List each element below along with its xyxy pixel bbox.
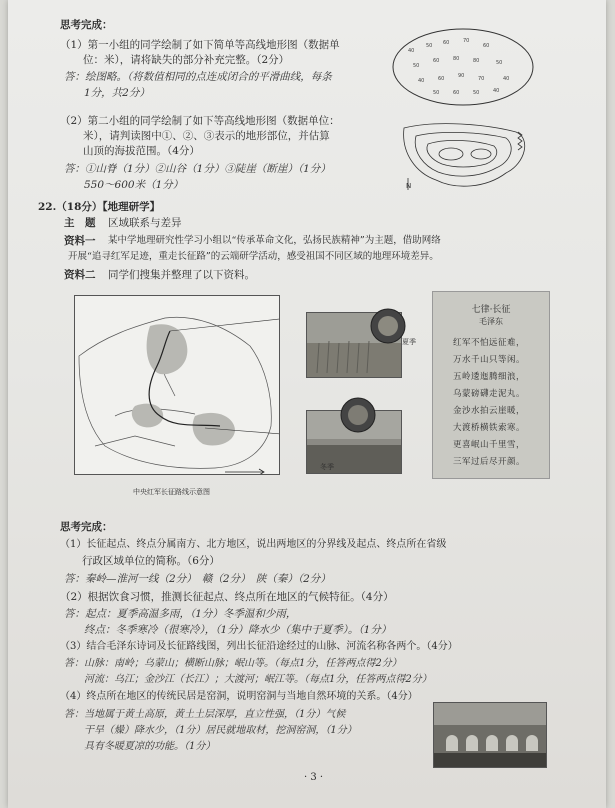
svg-text:80: 80 (453, 56, 460, 62)
svg-text:60: 60 (443, 40, 450, 46)
svg-text:40: 40 (408, 48, 415, 54)
b-answer-4-line1: 答：当地属于黄土高原，黄土土层深厚，直立性强，（1分）气候 (64, 709, 346, 720)
svg-text:60: 60 (453, 90, 460, 96)
svg-text:60: 60 (438, 76, 445, 82)
exam-page (8, 0, 606, 808)
answer-2-line2: 550～600米（1分） (84, 179, 184, 191)
contour-map-simple (388, 22, 538, 112)
b-answer-3-line2: 河流：乌江；金沙江（长江）；大渡河；岷江等。（每点1分，任答两点得2分） (84, 674, 432, 685)
poem-line: 五岭逶迤腾细浪， (453, 372, 526, 382)
page-number: · 3 · (304, 772, 324, 783)
poem-line: 更喜岷山千里雪， (453, 440, 526, 450)
answer-1-line2: 1分，共2分） (84, 87, 150, 99)
question-2-line3: 山顶的海拔范围。（4分） (83, 145, 200, 157)
b-question-3: （3）结合毛泽东诗词及长征路线图，列出长征沿途经过的山脉、河流名称各两个。（4分） (60, 641, 458, 652)
photo-bottom-label: 冬季 (320, 463, 334, 471)
poem-line: 红军不怕远征难， (453, 338, 526, 348)
poem-line: 乌蒙磅礴走泥丸。 (453, 389, 526, 399)
poem-line: 大渡桥横铁索寒。 (453, 423, 526, 433)
poem-line: 金沙水拍云崖暖， (453, 406, 526, 416)
svg-text:N: N (406, 182, 412, 190)
b-question-2: （2）根据饮食习惯，推测长征起点、终点所在地区的气候特征。（4分） (60, 591, 394, 603)
svg-text:50: 50 (473, 90, 480, 96)
poem-line: 三军过后尽开颜。 (453, 457, 526, 467)
b-answer-2-line2: 终点：冬季寒冷（很寒冷），（1分）降水少（集中于夏季）。（1分） (84, 624, 392, 636)
svg-text:50: 50 (426, 43, 433, 49)
b-answer-3-line1: 答：山脉：南岭；乌蒙山；横断山脉；岷山等。（每点1分，任答两点得2分） (64, 658, 402, 669)
section-heading-bottom: 思考完成： (60, 521, 113, 533)
material-2-text: 同学们搜集并整理了以下资料。 (108, 269, 255, 281)
b-question-1-line1: （1）长征起点、终点分属南方、北方地区，说出两地区的分界线及起点、终点所在省级 (60, 539, 447, 550)
svg-text:90: 90 (458, 73, 465, 79)
question-2-line2: 米），请判读图中①、②、③表示的地形部位，并估算 (83, 130, 330, 142)
theme-text: 区域联系与差异 (108, 217, 182, 229)
question-1-line1: （1）第一小组的同学绘制了如下简单等高线地形图（数据单 (60, 39, 340, 51)
question-2-line1: （2）第二小组的同学绘制了如下等高线地形图（数据单位： (60, 115, 340, 127)
svg-text:40: 40 (503, 76, 510, 82)
b-answer-2-line1: 答：起点：夏季高温多雨，（1分）冬季温和少雨， (64, 608, 297, 620)
b-question-1-line2: 行政区域单位的简称。（6分） (82, 555, 220, 567)
material-1-line1: 某中学地理研究性学习小组以“传承革命文化，弘扬民族精神”为主题，借助网络 (108, 235, 441, 246)
photo-cave-dwelling (433, 702, 547, 768)
section-heading-top: 思考完成： (60, 19, 113, 31)
svg-text:70: 70 (478, 76, 485, 82)
answer-2-line1: 答：①山脊（1分）②山谷（1分）③陡崖（断崖）（1分） (64, 163, 331, 175)
material-1-line2: 开展“追寻红军足迹，重走长征路”的云端研学活动，感受祖国不同区域的地理环境差异。 (68, 251, 439, 262)
svg-text:50: 50 (433, 90, 440, 96)
material-2-label: 资料二 (64, 269, 96, 281)
answer-1-line1: 答：绘图略。（将数值相同的点连成闭合的平滑曲线，每条 (64, 71, 332, 83)
map-caption: 中央红军长征路线示意图 (133, 488, 210, 496)
poem-box (432, 291, 550, 479)
svg-text:70: 70 (463, 38, 470, 44)
long-march-route-map (74, 295, 280, 475)
b-question-4: （4）终点所在地区的传统民居是窑洞，说明窑洞与当地自然环境的关系。（4分） (60, 691, 418, 702)
poem-line: 万水千山只等闲。 (453, 355, 526, 365)
svg-text:60: 60 (433, 58, 440, 64)
svg-text:40: 40 (493, 88, 500, 94)
question-1-line2: 位：米），请将缺失的部分补充完整。（2分） (83, 54, 290, 66)
poem-author: 毛泽东 (479, 317, 503, 326)
svg-text:50: 50 (496, 60, 503, 66)
svg-text:60: 60 (483, 43, 490, 49)
photo-top-label: 夏季 (402, 338, 416, 346)
contour-map-landforms (396, 118, 536, 198)
food-plate-bottom (338, 395, 378, 435)
b-answer-4-line3: 具有冬暖夏凉的功能。（1分） (84, 741, 216, 752)
svg-text:40: 40 (418, 78, 425, 84)
svg-text:50: 50 (413, 63, 420, 69)
b-answer-1: 答：秦岭—淮河一线（2分） 赣（2分） 陕（秦）（2分） (64, 573, 331, 585)
svg-text:80: 80 (473, 58, 480, 64)
material-1-label: 资料一 (64, 235, 96, 247)
theme-label: 主 题 (64, 217, 96, 229)
b-answer-4-line2: 干旱（燥）降水少，（1分）居民就地取材，挖洞窑洞，（1分） (84, 725, 357, 736)
poem-title: 七律·长征 (471, 305, 511, 315)
question-22-header: 22.（18分）【地理研学】 (38, 201, 161, 213)
